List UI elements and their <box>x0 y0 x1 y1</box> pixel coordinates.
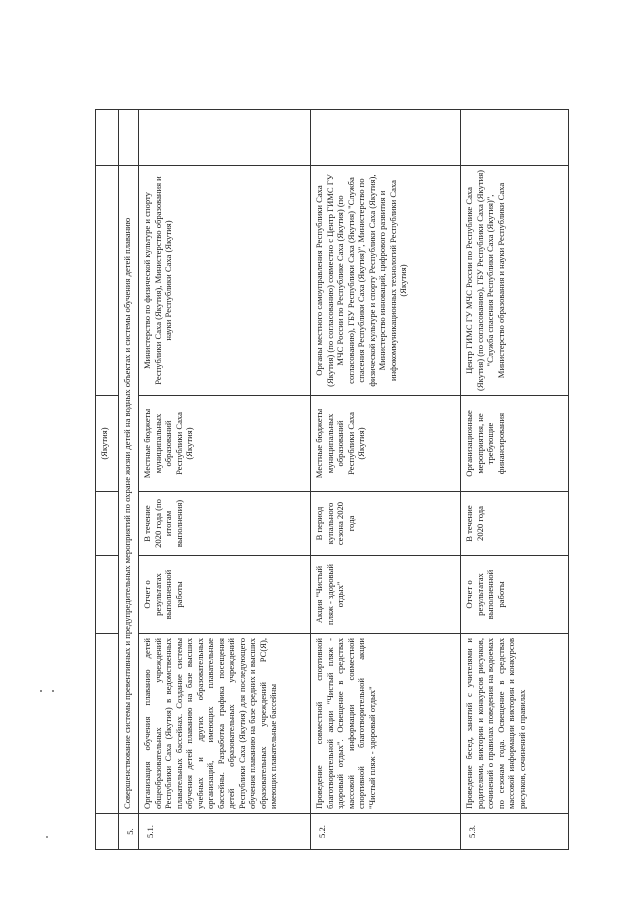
cell-region: (Якутия) <box>96 396 119 492</box>
cell-term <box>96 492 119 556</box>
cell-extra <box>311 110 461 166</box>
row-executors: Центр ГИМС ГУ МЧС России по Республике Саха (Якутия) (по согласованию), ГБУ Республики Саха (Якутия) "Служба спасения Республики Саха (Якутия)", Министерство образования и науки Республики Саха <box>461 166 569 396</box>
row-funding: Организационные мероприятия, не требующие финансирования <box>461 396 569 492</box>
cell-extra <box>96 110 119 166</box>
row-funding: Местные бюджеты муниципальных образований Республики Саха (Якутия) <box>311 396 461 492</box>
cell-number <box>96 814 119 850</box>
row-description: Проведение бесед, занятий с учителями и родителями, викторин и конкурсов рисунков, сочинений о правилах поведения на водоемах по сезонам года. Освещение в средствах массовой информации викторин и конкурсов рисунков, сочинений о правилах <box>461 634 569 814</box>
row-description: Проведение совместной спортивной благотворительной акции "Чистый пляж - здоровый отдых". Освещение в средствах массовой информации совместной спортивной благотворительной акции "Чистый пляж - здоровый отдых" <box>311 634 461 814</box>
cell-extra <box>461 110 569 166</box>
table-row <box>139 110 311 850</box>
cell-result <box>96 556 119 634</box>
continuation-row <box>96 110 119 850</box>
cell-extra <box>119 110 139 166</box>
row-description: Организация обучения плаванию детей общеобразовательных учреждений Республики Саха (Якутия) в ведомственных плавательных бассейнах. Создание системы обучения детей плаванию на базе высших учебных и других образовательных организаций, имеющих плавательные бассейны. Разработка графика посещения детей образовательных учреждений Республики Саха (Якутия) для последующего обучения плаванию на базе средних и высших образовательных учреждений РС(Я), имеющих плавательные бассейны <box>139 634 311 814</box>
cell-executors <box>96 166 119 396</box>
section-title: Совершенствование системы превентивных и предупредительных мероприятий по охране жизни детей на водных объектах и системы обучения детей плаванию <box>119 166 139 814</box>
scan-artifact <box>40 690 42 692</box>
row-term: В течение 2020 года (по итогам выполнения) <box>139 492 311 556</box>
row-result: Акция "Чистый пляж - здоровый отдых" <box>311 556 461 634</box>
cell-description <box>96 634 119 814</box>
row-term: В течение 2020 года <box>461 492 569 556</box>
table-row <box>311 110 461 850</box>
row-number: 5.2. <box>311 814 461 850</box>
row-number: 5.1. <box>139 814 311 850</box>
section-row <box>119 110 139 850</box>
measures-table <box>95 109 569 850</box>
row-executors: Органы местного самоуправления Республики Саха (Якутия) (по согласованию) совместно с Центр ГИМС ГУ МЧС России по Республике Саха (Якутия) (по согласованию), ГБУ Республики Саха (Якутия) "Служба спасения Республики Саха (Якутия)", Министерство по физической культуре и спорту Республики Саха (Якутия), Министерство инноваций, цифрового развития и инфокоммуникационных технологий Республики Саха (Якутия) <box>311 166 461 396</box>
row-term: В период купального сезона 2020 года <box>311 492 461 556</box>
cell-extra <box>139 110 311 166</box>
section-number: 5. <box>119 814 139 850</box>
table-row <box>461 110 569 850</box>
row-number: 5.3. <box>461 814 569 850</box>
scan-artifact <box>46 836 48 838</box>
row-result: Отчет о результатах выполненной работы <box>139 556 311 634</box>
rotated-table-container <box>95 110 575 850</box>
row-result: Отчет о результатах выполненной работы <box>461 556 569 634</box>
scan-artifact <box>52 690 54 692</box>
row-funding: Местные бюджеты муниципальных образований Республики Саха (Якутия) <box>139 396 311 492</box>
row-executors: Министерство по физической культуре и спорту Республики Саха (Якутия), Министерство образования и науки Республики Саха (Якутия) <box>139 166 311 396</box>
